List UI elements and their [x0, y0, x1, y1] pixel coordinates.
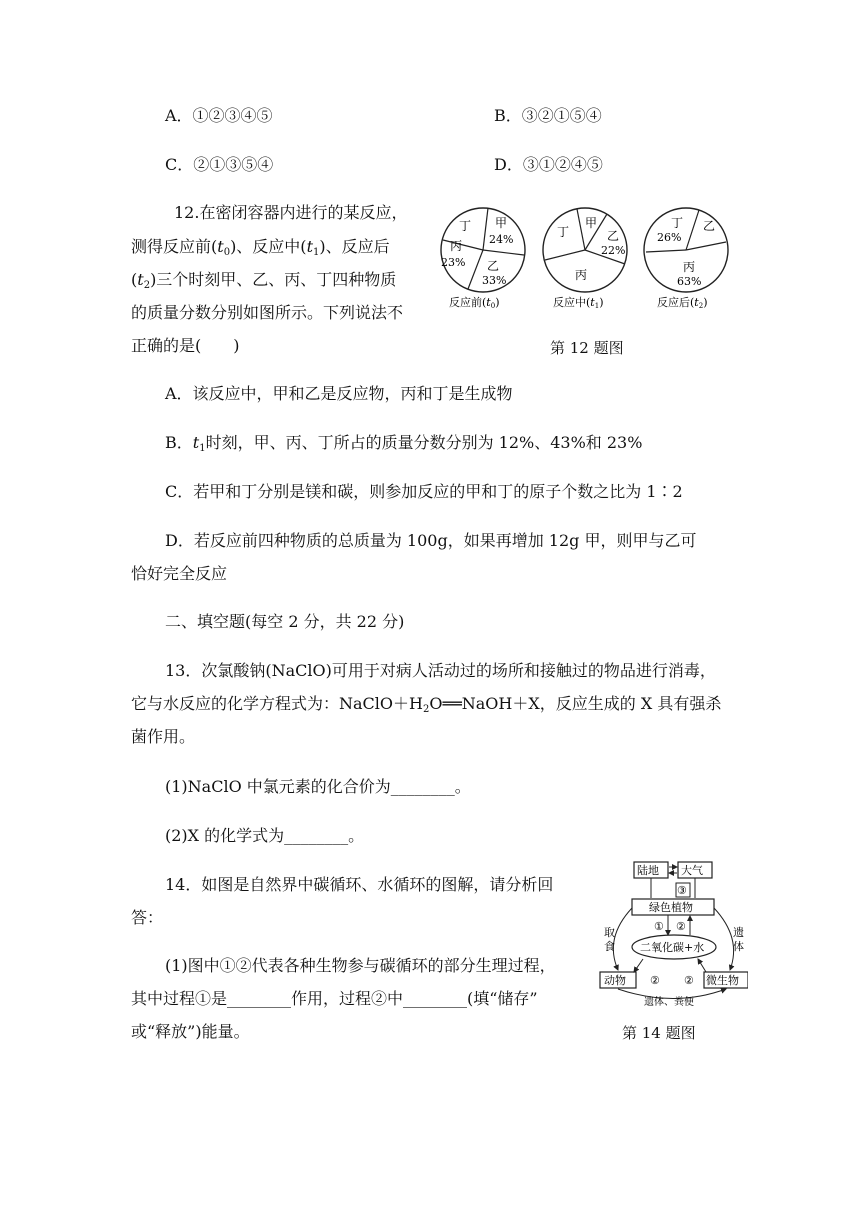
- q11-option-d: D．③①②④⑤: [494, 155, 603, 174]
- pie-during-label-bing: 丙: [575, 268, 588, 282]
- diagram-co2-water: 二氧化碳+水: [640, 941, 705, 954]
- q14-part1-line2: 其中过程①是________作用，过程②中________(填“储存”: [131, 989, 538, 1008]
- diagram-feeding-1: 取: [604, 926, 615, 939]
- diagram-remains-1: 遗: [733, 926, 744, 939]
- diagram-circle-2-top: ②: [676, 920, 686, 933]
- pie-before-value-yi: 33%: [482, 274, 507, 287]
- pie-before-value-jia: 24%: [489, 233, 514, 246]
- pie-after-value-bing: 63%: [677, 275, 702, 288]
- q14-part1-line1: (1)图中①②代表各种生物参与碳循环的部分生理过程，: [165, 956, 556, 975]
- q12-option-b: B．$t_1$时刻，甲、丙、丁所占的质量分数分别为 12%、43%和 23%: [165, 433, 643, 454]
- q13-line1: 13．次氯酸钠(NaClO)可用于对病人活动过的场所和接触过的物品进行消毒，: [165, 661, 716, 680]
- pie-after-label-bing: 丙: [683, 260, 696, 274]
- pie-during-caption: 反应中(t1): [553, 296, 604, 310]
- diagram-circle-2-right: ②: [684, 974, 694, 987]
- q14-cycle-diagram: [598, 858, 748, 1010]
- q12-pie-figure: [435, 200, 735, 315]
- pie-during-label-jia: 甲: [585, 216, 598, 230]
- q12-figure-caption: 第 12 题图: [550, 339, 624, 357]
- pie-after-value-ding: 26%: [657, 231, 682, 244]
- pie-before-label-ding: 丁: [459, 219, 472, 233]
- diagram-land: 陆地: [637, 864, 659, 877]
- diagram-circle-1: ①: [654, 920, 664, 933]
- q12-line5: 正确的是( ): [131, 336, 240, 355]
- q11-option-b: B．③②①⑤④: [494, 106, 602, 125]
- pie-during-label-ding: 丁: [557, 225, 570, 239]
- pie-after: [644, 208, 728, 310]
- q12-line3: $(t_2)$三个时刻甲、乙、丙、丁四种物质: [131, 270, 397, 291]
- pie-before-label-bing: 丙: [450, 239, 463, 253]
- diagram-remains-2: 体: [733, 940, 744, 953]
- pie-before-value-bing: 23%: [441, 256, 466, 269]
- diagram-microbes: 微生物: [706, 974, 739, 987]
- diagram-animals: 动物: [604, 974, 626, 987]
- q13-part2: (2)X 的化学式为________。: [165, 826, 365, 845]
- pie-after-label-yi: 乙: [703, 219, 716, 233]
- q12-option-a: A．该反应中，甲和乙是反应物，丙和丁是生成物: [165, 384, 513, 403]
- q11-option-a: A．①②③④⑤: [165, 106, 273, 125]
- q13-line2: 它与水反应的化学方程式为：$NaClO+H_2O══NaOH+X$，反应生成的 X 具有强杀: [131, 694, 722, 715]
- pie-during-label-yi: 乙: [607, 229, 620, 243]
- q12-option-c: C．若甲和丁分别是镁和碳，则参加反应的甲和丁的原子个数之比为 1∶2: [165, 482, 683, 501]
- q14-line2: 答：: [131, 908, 164, 927]
- diagram-green-plants: 绿色植物: [649, 901, 693, 914]
- q12-line2: 测得反应前$(t_0)$、反应中$(t_1)$、反应后: [131, 237, 390, 258]
- pie-after-caption: 反应后(t2): [657, 296, 708, 310]
- pie-before-label-yi: 乙: [487, 259, 500, 273]
- q12-option-d-line2: 恰好完全反应: [131, 564, 228, 583]
- pie-after-label-ding: 丁: [671, 216, 684, 230]
- q14-figure-caption: 第 14 题图: [622, 1024, 696, 1042]
- diagram-circle-2-left: ②: [650, 974, 660, 987]
- pie-before: [441, 208, 525, 310]
- diagram-circle-3: ③: [677, 884, 687, 897]
- q12-line1: 12.在密闭容器内进行的某反应，: [174, 203, 408, 222]
- pie-during-value-yi: 22%: [601, 244, 626, 257]
- q13-part1: (1)NaClO 中氯元素的化合价为________。: [165, 777, 471, 796]
- q12-option-d-line1: D．若反应前四种物质的总质量为 100g，如果再增加 12g 甲，则甲与乙可: [165, 531, 697, 550]
- pie-before-caption: 反应前(t0): [449, 296, 500, 310]
- diagram-atmosphere: 大气: [681, 864, 703, 877]
- q14-line1: 14．如图是自然界中碳循环、水循环的图解，请分析回: [165, 875, 554, 894]
- q11-option-c: C．②①③⑤④: [165, 155, 274, 174]
- diagram-remains-feces: 遗体、粪便: [644, 997, 694, 1008]
- section2-heading: 二、填空题(每空 2 分，共 22 分): [165, 612, 405, 631]
- pie-during: [543, 208, 627, 310]
- q14-part1-line3: 或“释放”)能量。: [131, 1022, 250, 1041]
- diagram-feeding-2: 食: [604, 940, 615, 953]
- q13-line3: 菌作用。: [131, 727, 196, 746]
- q12-line4: 的质量分数分别如图所示。下列说法不: [131, 303, 404, 322]
- pie-before-label-jia: 甲: [495, 216, 508, 230]
